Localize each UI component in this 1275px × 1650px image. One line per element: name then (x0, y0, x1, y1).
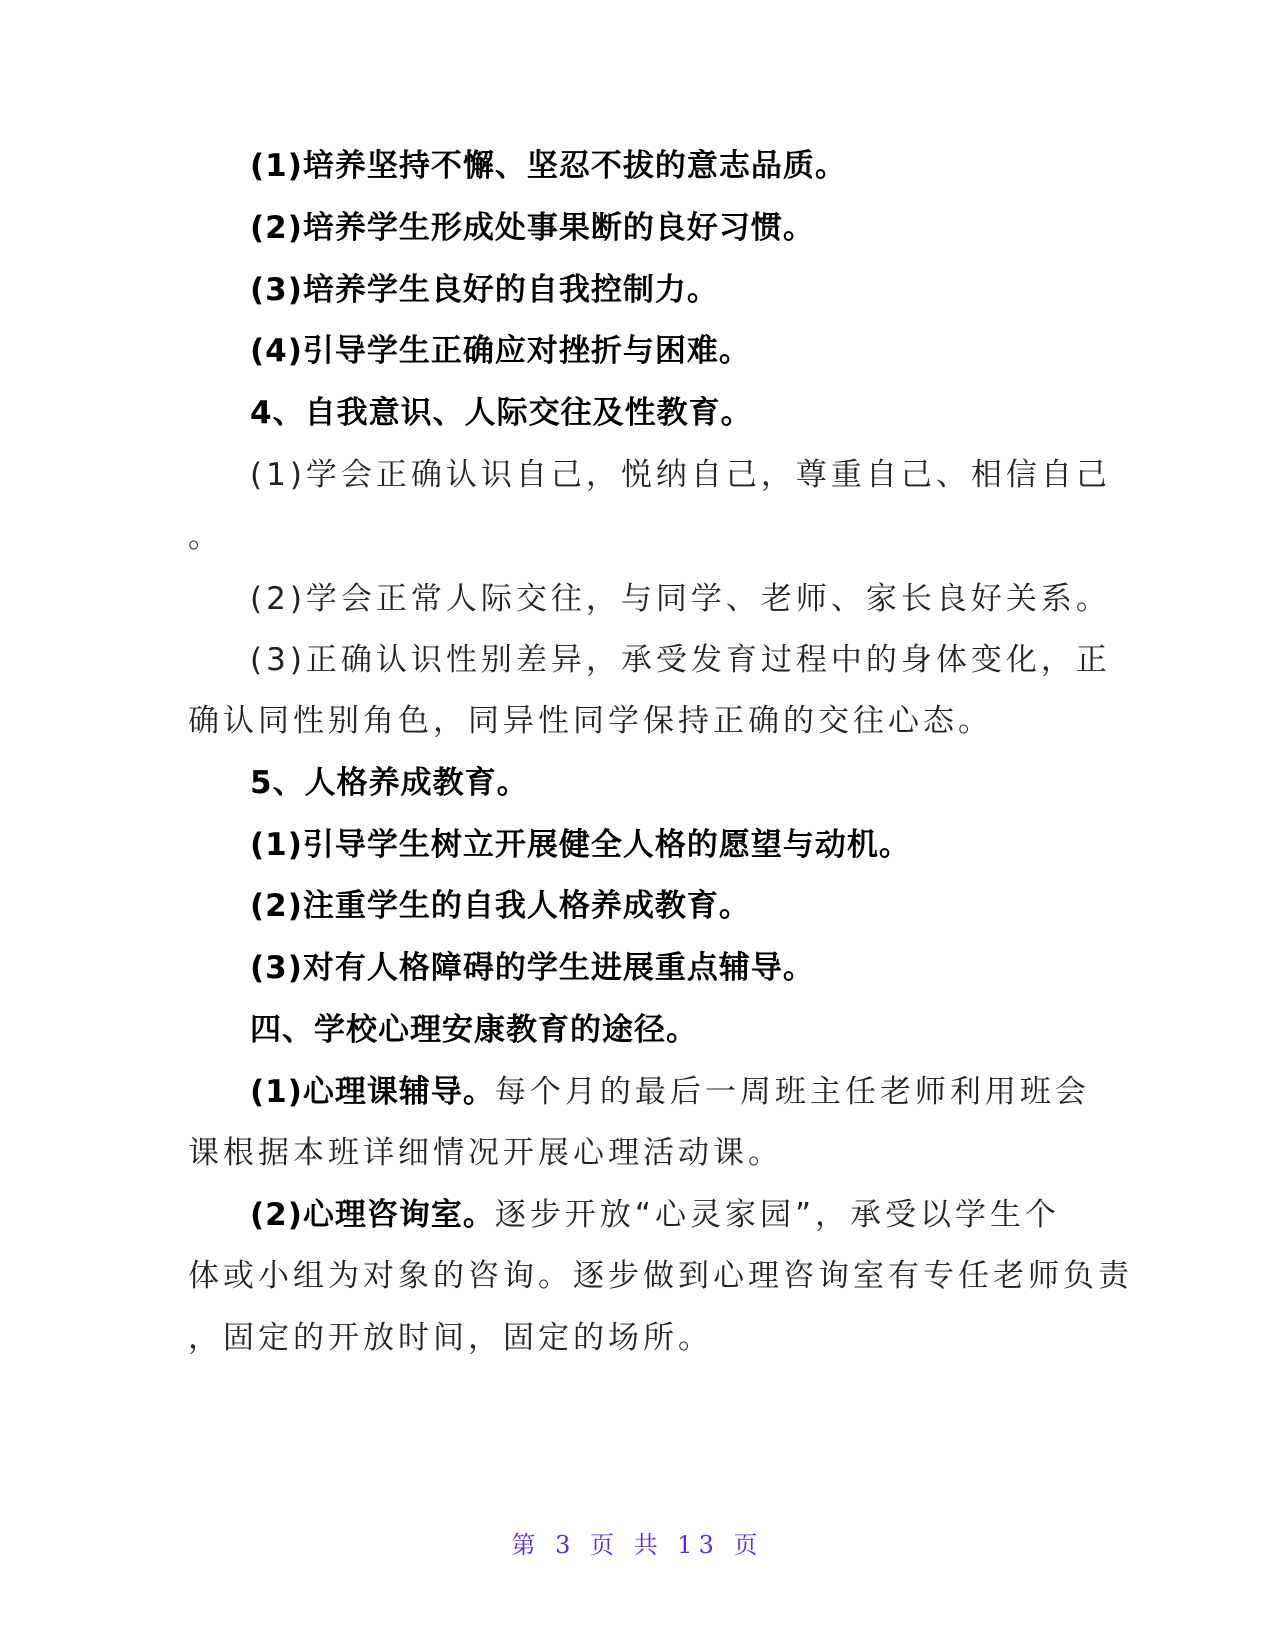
list-item-personality-aspiration: (1)引导学生树立开展健全人格的愿望与动机。 (250, 827, 911, 863)
paragraph-psych-class-text: 每个月的最后一周班主任老师利用班会 (494, 1074, 1090, 1110)
list-item-self-awareness: (1)学会正确认识自己，悦纳自己，尊重自己、相信自己 (250, 457, 1111, 493)
list-item-self-awareness-cont: 。 (188, 519, 223, 555)
list-item-gender: (3)正确认识性别差异，承受发育过程中的身体变化，正 (250, 642, 1111, 678)
page-number-footer: 第 3 页 共 13 页 (511, 1531, 764, 1559)
section-heading-4: 4、自我意识、人际交往及性教育。 (250, 395, 753, 431)
paragraph-counseling-room-cont-1: 体或小组为对象的咨询。逐步做到心理咨询室有专任老师负责 (188, 1258, 1133, 1294)
list-item-gender-cont: 确认同性别角色，同异性同学保持正确的交往心态。 (188, 703, 993, 739)
paragraph-counseling-room-cont-2: ，固定的开放时间，固定的场所。 (188, 1320, 713, 1356)
paragraph-counseling-room-lead: (2)心理咨询室。 (250, 1197, 495, 1233)
list-item-decisiveness: (2)培养学生形成处事果断的良好习惯。 (250, 210, 815, 246)
list-item-self-control: (3)培养学生良好的自我控制力。 (250, 272, 719, 308)
list-item-personality-disorder: (3)对有人格障碍的学生进展重点辅导。 (250, 950, 815, 986)
list-item-frustration: (4)引导学生正确应对挫折与困难。 (250, 333, 751, 369)
section-heading-5: 5、人格养成教育。 (250, 765, 529, 801)
paragraph-psych-class-cont: 课根据本班详细情况开展心理活动课。 (188, 1135, 783, 1171)
paragraph-psych-class-lead: (1)心理课辅导。 (250, 1074, 495, 1110)
paragraph-psych-class (250, 1072, 1090, 1112)
section-heading-four: 四、学校心理安康教育的途径。 (250, 1012, 698, 1048)
list-item-interpersonal: (2)学会正常人际交往，与同学、老师、家长良好关系。 (250, 581, 1111, 617)
list-item-personality-education: (2)注重学生的自我人格养成教育。 (250, 888, 751, 924)
list-item-willpower: (1)培养坚持不懈、坚忍不拔的意志品质。 (250, 148, 847, 184)
paragraph-counseling-room (250, 1195, 1060, 1235)
paragraph-counseling-room-text: 逐步开放“心灵家园”，承受以学生个 (494, 1197, 1061, 1233)
